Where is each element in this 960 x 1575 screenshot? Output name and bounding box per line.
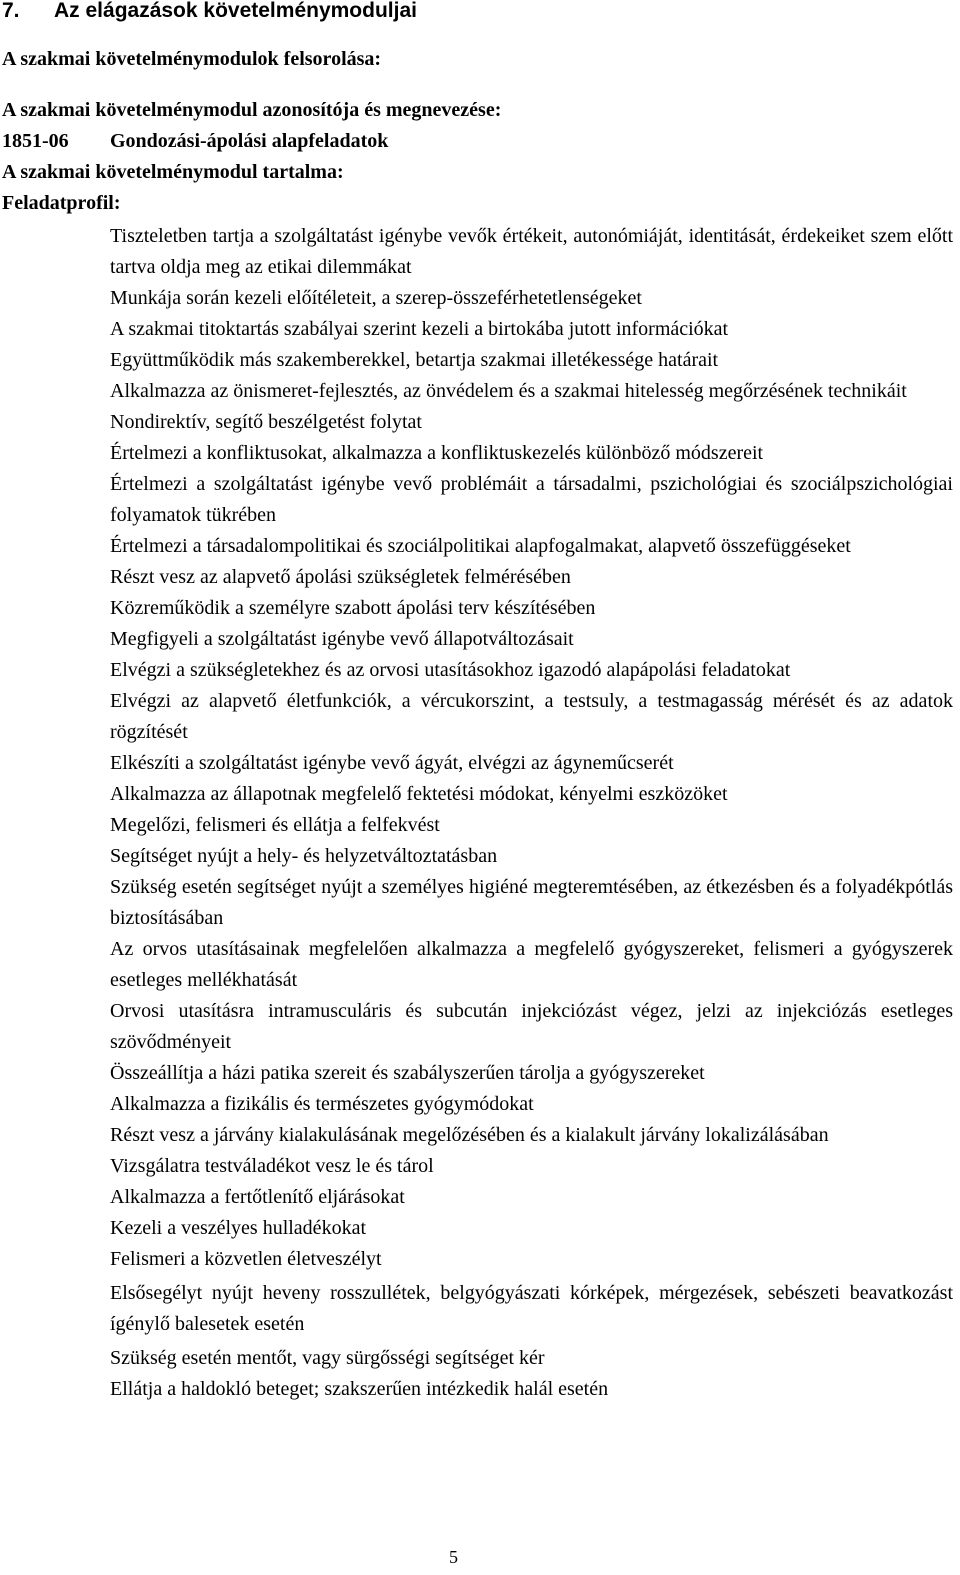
task-item: Felismeri a közvetlen életveszélyt xyxy=(110,1248,382,1270)
task-item: Alkalmazza a fizikális és természetes gyógymódokat xyxy=(110,1093,534,1115)
task-item: Alkalmazza az önismeret-fejlesztés, az önvédelem és a szakmai hitelesség megőrzésének technikáit xyxy=(110,380,907,402)
modules-list-heading: A szakmai követelménymodulok felsorolása: xyxy=(2,48,382,70)
task-item: Nondirektív, segítő beszélgetést folytat xyxy=(110,411,422,433)
task-item: Elvégzi a szükségletekhez és az orvosi utasításokhoz igazodó alapápolási feladatokat xyxy=(110,659,791,681)
module-content-heading: A szakmai követelménymodul tartalma: xyxy=(2,161,344,183)
task-item: Összeállítja a házi patika szereit és szabályszerűen tárolja a gyógyszereket xyxy=(110,1062,705,1084)
task-item: Szükség esetén segítséget nyújt a személyes higiéné megteremtésében, az étkezésben és a folyadékpótlás biztosításában xyxy=(110,876,953,929)
task-item: Értelmezi a szolgáltatást igénybe vevő problémáit a társadalmi, pszichológiai és szociálpszichológiai folyamatok tükrében xyxy=(110,473,953,526)
task-list xyxy=(110,221,953,1405)
page-number: 5 xyxy=(449,1547,458,1567)
task-item: Munkája során kezeli előítéleteit, a szerep-összeférhetetlenségeket xyxy=(110,287,642,309)
task-item: Értelmezi a konfliktusokat, alkalmazza a konfliktuskezelés különböző módszereit xyxy=(110,442,764,464)
task-item: Az orvos utasításainak megfelelően alkalmazza a megfelelő gyógyszereket, felismeri a gyógyszerek esetleges mellékhatását xyxy=(110,938,953,991)
task-item: Ellátja a haldokló beteget; szakszerűen intézkedik halál esetén xyxy=(110,1378,609,1400)
module-id-heading: A szakmai követelménymodul azonosítója és megnevezése: xyxy=(2,99,502,121)
task-item: Segítséget nyújt a hely- és helyzetváltoztatásban xyxy=(110,845,498,867)
section-number: 7. xyxy=(2,0,20,22)
task-item: Elvégzi az alapvető életfunkciók, a vércukorszint, a testsuly, a testmagasság mérését és az adatok rögzítését xyxy=(110,690,953,743)
task-item: Közreműködik a személyre szabott ápolási terv készítésében xyxy=(110,597,596,619)
module-code: 1851-06 xyxy=(2,130,69,152)
task-item: Értelmezi a társadalompolitikai és szociálpolitikai alapfogalmakat, alapvető összefüggéseket xyxy=(110,535,851,557)
module-title-line xyxy=(2,130,388,153)
task-item: Orvosi utasításra intramusculáris és subcután injekciózást végez, jelzi az injekciózás esetleges szövődményeit xyxy=(110,1000,953,1053)
task-item: Részt vesz a járvány kialakulásának megelőzésében és a kialakult járvány lokalizálásában xyxy=(110,1124,829,1146)
task-item: Vizsgálatra testváladékot vesz le és tárol xyxy=(110,1155,434,1177)
task-item: Elsősegélyt nyújt heveny rosszullétek, belgyógyászati kórképek, mérgezések, sebészeti beavatkozást ígénylő balesetek esetén xyxy=(110,1282,953,1335)
task-item: Alkalmazza a fertőtlenítő eljárásokat xyxy=(110,1186,405,1208)
task-item: Megfigyeli a szolgáltatást igénybe vevő állapotváltozásait xyxy=(110,628,574,650)
task-item: Kezeli a veszélyes hulladékokat xyxy=(110,1217,366,1239)
task-item: Együttműködik más szakemberekkel, betartja szakmai illetékessége határait xyxy=(110,349,719,371)
section-heading xyxy=(2,0,417,23)
task-profile-heading: Feladatprofil: xyxy=(2,192,121,214)
task-item: A szakmai titoktartás szabályai szerint kezeli a birtokába jutott információkat xyxy=(110,318,729,340)
task-item: Megelőzi, felismeri és ellátja a felfekvést xyxy=(110,814,440,836)
task-item: Részt vesz az alapvető ápolási szükségletek felmérésében xyxy=(110,566,571,588)
task-item: Szükség esetén mentőt, vagy sürgősségi segítséget kér xyxy=(110,1347,545,1369)
section-title: Az elágazások követelménymoduljai xyxy=(54,0,417,22)
task-item: Tiszteletben tartja a szolgáltatást igénybe vevők értékeit, autonómiáját, identitását, érdekeiket szem előtt tartva oldja meg az etikai dilemmákat xyxy=(110,225,953,278)
task-item: Elkészíti a szolgáltatást igénybe vevő ágyát, elvégzi az ágyneműcserét xyxy=(110,752,674,774)
module-name: Gondozási-ápolási alapfeladatok xyxy=(110,130,389,152)
task-item: Alkalmazza az állapotnak megfelelő fektetési módokat, kényelmi eszközöket xyxy=(110,783,728,805)
